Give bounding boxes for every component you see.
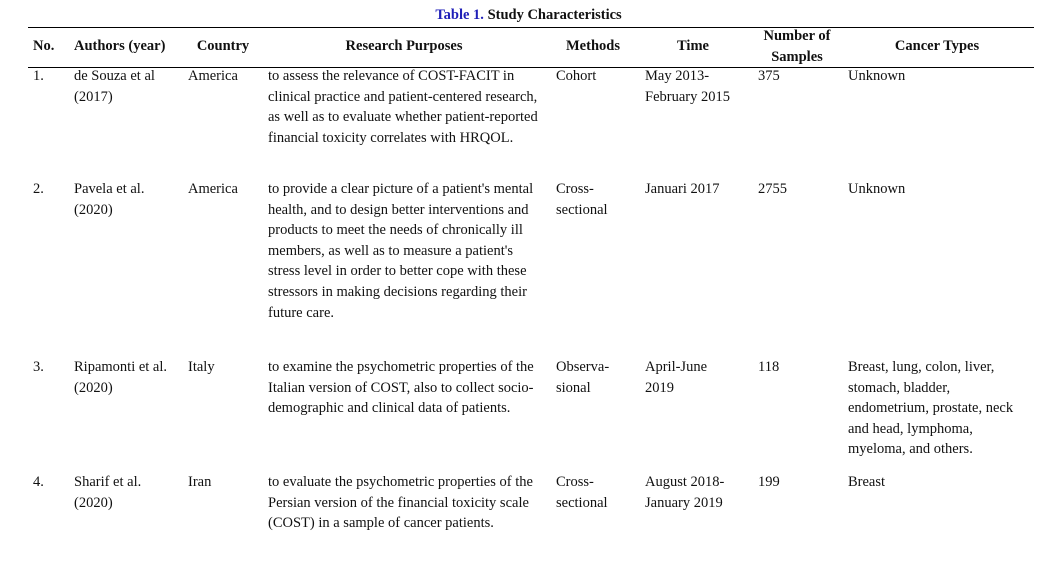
row-3-authors: Ripamonti et al. (2020) <box>74 359 168 396</box>
row-2-no: 2. <box>33 181 44 197</box>
row-4-authors: Sharif et al. (2020) <box>74 474 142 511</box>
row-3-country: Italy <box>188 359 215 375</box>
row-1-country: America <box>188 68 238 84</box>
row-4-method: Cross- sectional <box>556 474 608 511</box>
row-3-method: Observa- sional <box>556 359 610 396</box>
table-caption-label: Table 1. <box>435 7 484 23</box>
row-2-samples: 2755 <box>758 181 787 197</box>
row-4-purpose: to evaluate the psychometric properties of the Persian version of the financial toxicity scale (COST) in a sample of cancer patients. <box>268 474 533 532</box>
row-2-country: America <box>188 181 238 197</box>
header-samples-line2: Samples <box>771 49 823 65</box>
header-authors: Authors (year) <box>74 38 166 54</box>
header-samples-line1: Number of <box>763 28 831 44</box>
row-3-samples: 118 <box>758 359 780 375</box>
row-1-authors: de Souza et al (2017) <box>74 68 155 105</box>
header-no: No. <box>33 38 55 54</box>
row-3-purpose: to examine the psychometric properties of the Italian version of COST, also to collect socio-demographic and clinical data of patients. <box>268 359 534 417</box>
header-time: Time <box>677 38 709 54</box>
row-4-country: Iran <box>188 474 212 490</box>
header-purposes: Research Purposes <box>345 38 463 54</box>
header-methods: Methods <box>566 38 620 54</box>
row-1-purpose: to assess the relevance of COST-FACIT in clinical practice and patient-centered research, as well as to evaluate whether patient-reported financial toxicity correlates with HRQOL. <box>268 68 538 146</box>
row-3-time: April-June 2019 <box>645 359 708 396</box>
table-caption-title: Study Characteristics <box>487 7 622 23</box>
table-caption <box>0 6 1057 24</box>
row-1-time: May 2013- February 2015 <box>645 68 730 105</box>
row-1-method: Cohort <box>556 68 597 84</box>
row-3-no: 3. <box>33 359 44 375</box>
row-2-time: Januari 2017 <box>645 181 720 197</box>
row-1-samples: 375 <box>758 68 780 84</box>
row-2-authors: Pavela et al. (2020) <box>74 181 145 218</box>
row-2-cancer-types: Unknown <box>848 181 906 197</box>
row-3-cancer-types: Breast, lung, colon, liver, stomach, bladder, endometrium, prostate, neck and head, lymphoma, myeloma, and others. <box>848 359 1014 458</box>
row-2-purpose: to provide a clear picture of a patient's mental health, and to design better interventions and products to meet the needs of chronically ill members, as well as to measure a patient's stress level in order to better cope with these stressors in making decisions regarding their future care. <box>268 181 534 321</box>
row-4-no: 4. <box>33 474 44 490</box>
header-country: Country <box>196 38 250 54</box>
table-top-rule <box>28 27 1034 28</box>
row-4-samples: 199 <box>758 474 780 490</box>
header-samples <box>752 26 842 68</box>
row-4-cancer-types: Breast <box>848 474 886 490</box>
row-4-time: August 2018- January 2019 <box>645 474 725 511</box>
row-1-no: 1. <box>33 68 44 84</box>
row-2-method: Cross- sectional <box>556 181 608 218</box>
row-1-cancer-types: Unknown <box>848 68 906 84</box>
header-cancer-types: Cancer Types <box>894 38 980 54</box>
